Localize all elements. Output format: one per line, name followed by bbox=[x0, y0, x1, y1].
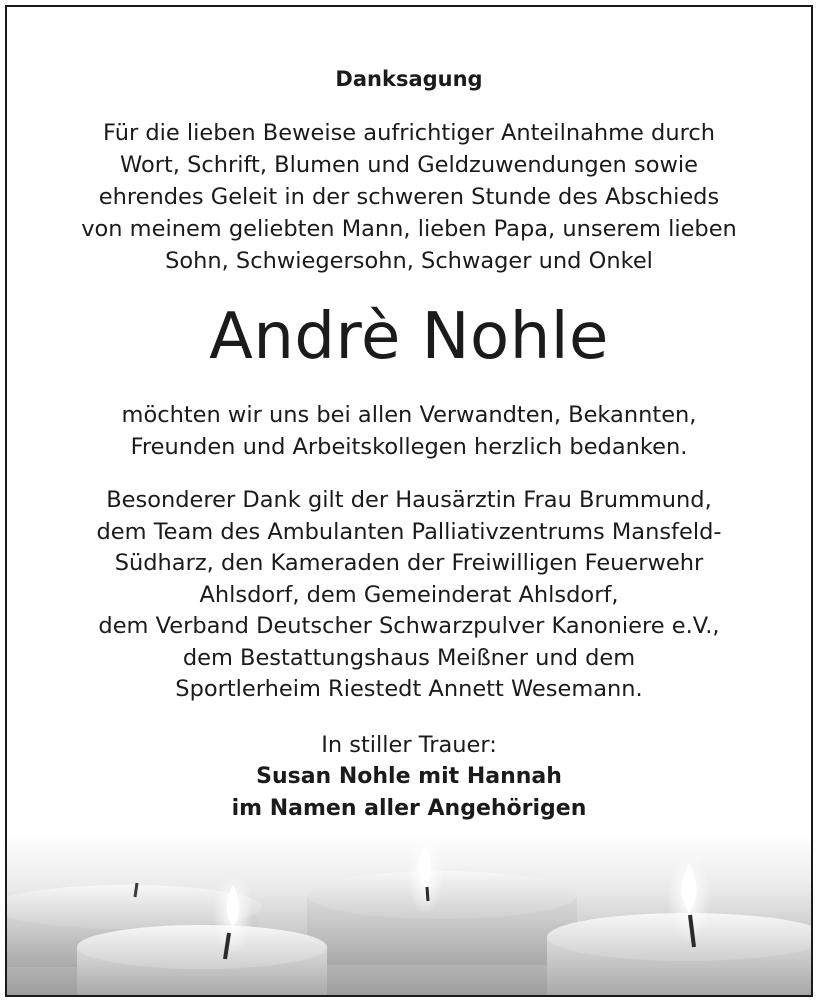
deceased-name: Andrè Nohle bbox=[209, 300, 609, 374]
signer-line: Susan Nohle mit Hannah bbox=[256, 764, 562, 789]
signers-block bbox=[7, 761, 811, 825]
mourning-label: In stiller Trauer: bbox=[321, 732, 497, 758]
intro-paragraph bbox=[7, 117, 811, 277]
candles-illustration bbox=[7, 835, 811, 995]
special-thanks-line: Ahlsdorf, dem Gemeinderat Ahlsdorf, bbox=[199, 581, 619, 608]
special-thanks-paragraph bbox=[7, 485, 811, 706]
special-thanks-line: Südharz, den Kameraden der Freiwilligen Feuerwehr bbox=[114, 550, 704, 576]
special-thanks-line: Besonderer Dank gilt der Hausärztin Frau Brummund, bbox=[106, 487, 712, 513]
notice-heading: Danksagung bbox=[335, 67, 483, 91]
intro-line: ehrendes Geleit in der schweren Stunde des Abschieds bbox=[98, 184, 720, 210]
special-thanks-line: dem Team des Ambulanten Palliativzentrums Mansfeld- bbox=[96, 518, 722, 545]
thanks-paragraph bbox=[7, 399, 811, 463]
special-thanks-line: dem Verband Deutscher Schwarzpulver Kanoniere e.V., bbox=[98, 613, 720, 639]
special-thanks-line: dem Bestattungshaus Meißner und dem bbox=[182, 644, 636, 671]
intro-line: Wort, Schrift, Blumen und Geldzuwendungen sowie bbox=[120, 152, 698, 178]
intro-line: von meinem geliebten Mann, lieben Papa, unserem lieben bbox=[81, 216, 737, 242]
special-thanks-line: Sportlerheim Riestedt Annett Wesemann. bbox=[175, 676, 643, 702]
obituary-notice bbox=[5, 5, 813, 997]
intro-line: Sohn, Schwiegersohn, Schwager und Onkel bbox=[165, 248, 653, 274]
signer-line: im Namen aller Angehörigen bbox=[231, 796, 587, 821]
thanks-line: Freunden und Arbeitskollegen herzlich bedanken. bbox=[130, 434, 688, 460]
thanks-line: möchten wir uns bei allen Verwandten, Bekannten, bbox=[121, 402, 697, 428]
intro-line: Für die lieben Beweise aufrichtiger Anteilnahme durch bbox=[103, 120, 715, 146]
